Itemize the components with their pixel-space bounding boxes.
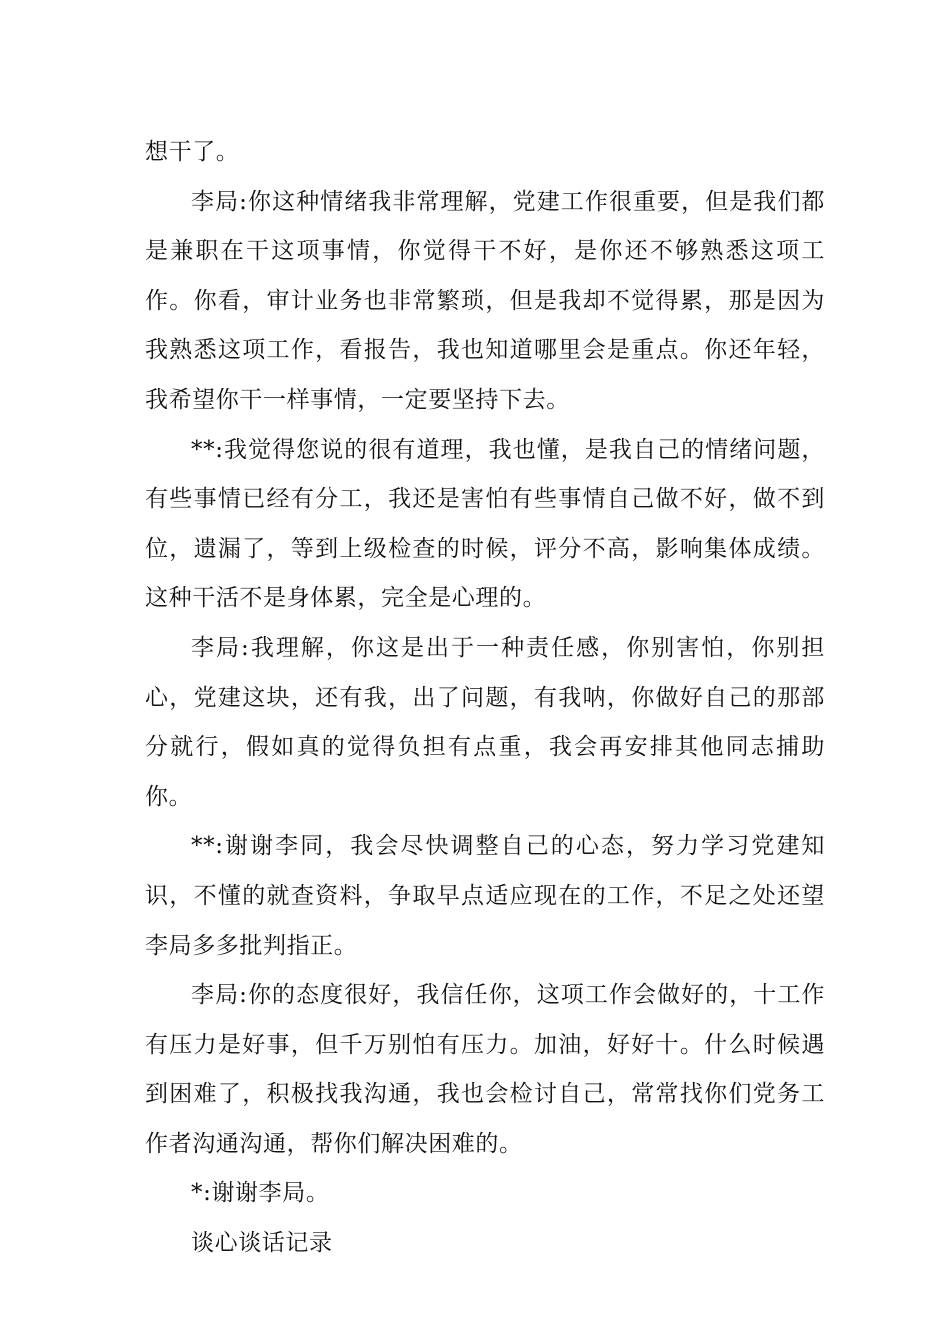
- paragraph-dialogue: *:谢谢李局。: [191, 1180, 330, 1207]
- paragraph-continuation: 想干了。: [145, 139, 240, 165]
- paragraph-dialogue: **:谢谢李同，我会尽快调整自己的心态，努力学习党建知识，不懂的就查资料，争取早点适应现在的工作，不足之处还望李局多多批判指正。: [145, 833, 825, 959]
- paragraph-dialogue: 李局:你这种情绪我非常理解，党建工作很重要，但是我们都是兼职在干这项事情，你觉得干不好，是你还不够熟悉这项工作。你看，审计业务也非常繁琐，但是我却不觉得累，那是因为我熟悉这项工作，看报告，我也知道哪里会是重点。你还年轻，我希望你干一样事情，一定要坚持下去。: [145, 188, 825, 413]
- paragraph-dialogue: 李局:你的态度很好，我信任你，这项工作会做好的，十工作有压力是好事，但千万别怕有压力。加油，好好十。什么时候遇到困难了，积极找我沟通，我也会检讨自己，常常找你们党务工作者沟通沟通，帮你们解决困难的。: [145, 982, 825, 1157]
- paragraph-dialogue: 李局:我理解，你这是出于一种责任感，你别害怕，你别担心，党建这块，还有我，出了问题，有我呐，你做好自己的那部分就行，假如真的觉得负担有点重，我会再安排其他同志捕助你。: [145, 634, 825, 810]
- document-body: [145, 128, 825, 1269]
- section-heading: 谈心谈话记录: [191, 1230, 333, 1257]
- paragraph-dialogue: **:我觉得您说的很有道理，我也懂，是我自己的情绪问题，有些事情已经有分工，我还是害怕有些事情自己做不好，做不到位，遗漏了，等到上级检查的时候，评分不高，影响集体成绩。这种干活不是身体累，完全是心理的。: [145, 436, 825, 612]
